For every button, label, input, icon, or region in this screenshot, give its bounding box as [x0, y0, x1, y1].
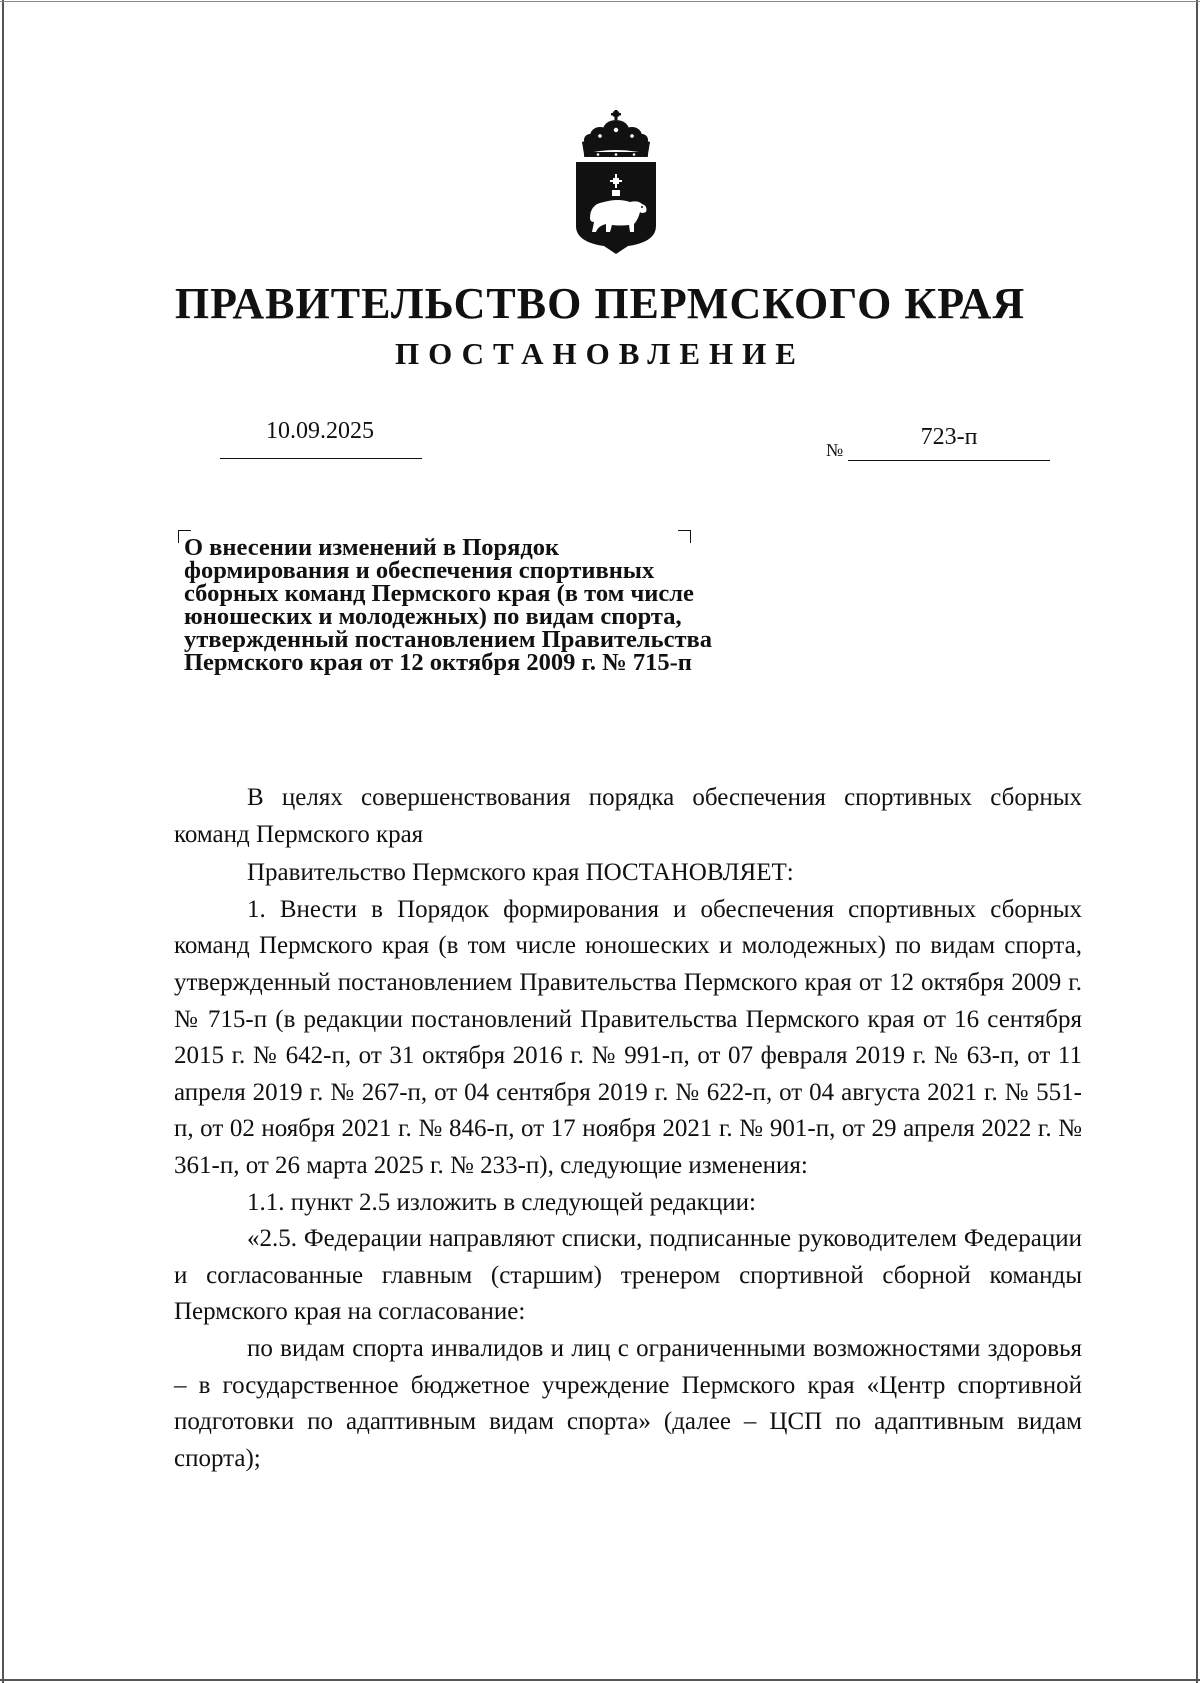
subject-line: О внесении изменений в Порядок [184, 534, 560, 561]
scan-edge-bottom [0, 1679, 1200, 1681]
subject-line: Пермского края от 12 октября 2009 г. № 715-п [184, 649, 692, 676]
scan-edge-top [0, 1, 1200, 2]
document-body [174, 780, 1082, 1477]
paragraph-item-2-5: «2.5. Федерации направляют списки, подписанные руководителем Федерации и согласованные главным (старшим) тренером спортивной сборной команды Пермского края на согласование: [174, 1225, 1082, 1326]
document-number: 723-п [920, 424, 978, 450]
document-date: 10.09.2025 [266, 418, 374, 444]
number-sign: № [826, 440, 844, 460]
subject-line: юношеских и молодежных) по видам спорта, [184, 603, 682, 630]
paragraph-preamble: В целях совершенствования порядка обеспечения спортивных сборных команд Пермского края [174, 784, 1082, 848]
subject-line: сборных команд Пермского края (в том числе [184, 580, 694, 607]
paragraph-adaptive-sports: по видам спорта инвалидов и лиц с ограниченными возможностями здоровья – в государственное бюджетное учреждение Пермского края «Центр спортивной подготовки по адаптивным видам спорта» (далее – ЦСП по адаптивным видам спорта); [174, 1334, 1082, 1472]
document-subject [184, 536, 824, 674]
date-underline [220, 458, 422, 459]
government-title: ПРАВИТЕЛЬСТВО ПЕРМСКОГО КРАЯ [174, 279, 1026, 328]
paragraph-resolution: Правительство Пермского края ПОСТАНОВЛЯЕТ: [247, 859, 794, 887]
subject-line: утвержденный постановлением Правительства [184, 626, 712, 653]
scan-edge-left [2, 0, 4, 1683]
paragraph-item-1: 1. Внести в Порядок формирования и обеспечения спортивных сборных команд Пермского края (в том числе юношеских и молодежных) по видам спорта, утвержденный постановлением Правительства Пермского края от 12 октября 2009 г. № 715-п (в редакции постановлений Правительства Пермского края от 16 сентября 2015 г. № 642-п, от 31 октября 2016 г. № 991-п, от 07 февраля 2019 г. № 63-п, от 11 апреля 2019 г. № 267-п, от 04 сентября 2019 г. № 622-п, от 04 августа 2021 г. № 551-п, от 02 ноября 2021 г. № 846-п, от 17 ноября 2021 г. № 901-п, от 29 апреля 2022 г. № 361-п, от 26 марта 2025 г. № 233-п), следующие изменения: [174, 895, 1082, 1179]
coat-of-arms-icon [568, 108, 664, 258]
document-type-title: ПОСТАНОВЛЕНИЕ [395, 336, 805, 371]
paragraph-item-1-1: 1.1. пункт 2.5 изложить в следующей редакции: [247, 1188, 756, 1216]
scan-edge-right [1196, 0, 1198, 1683]
number-underline [848, 460, 1050, 461]
subject-line: формирования и обеспечения спортивных [184, 557, 655, 584]
